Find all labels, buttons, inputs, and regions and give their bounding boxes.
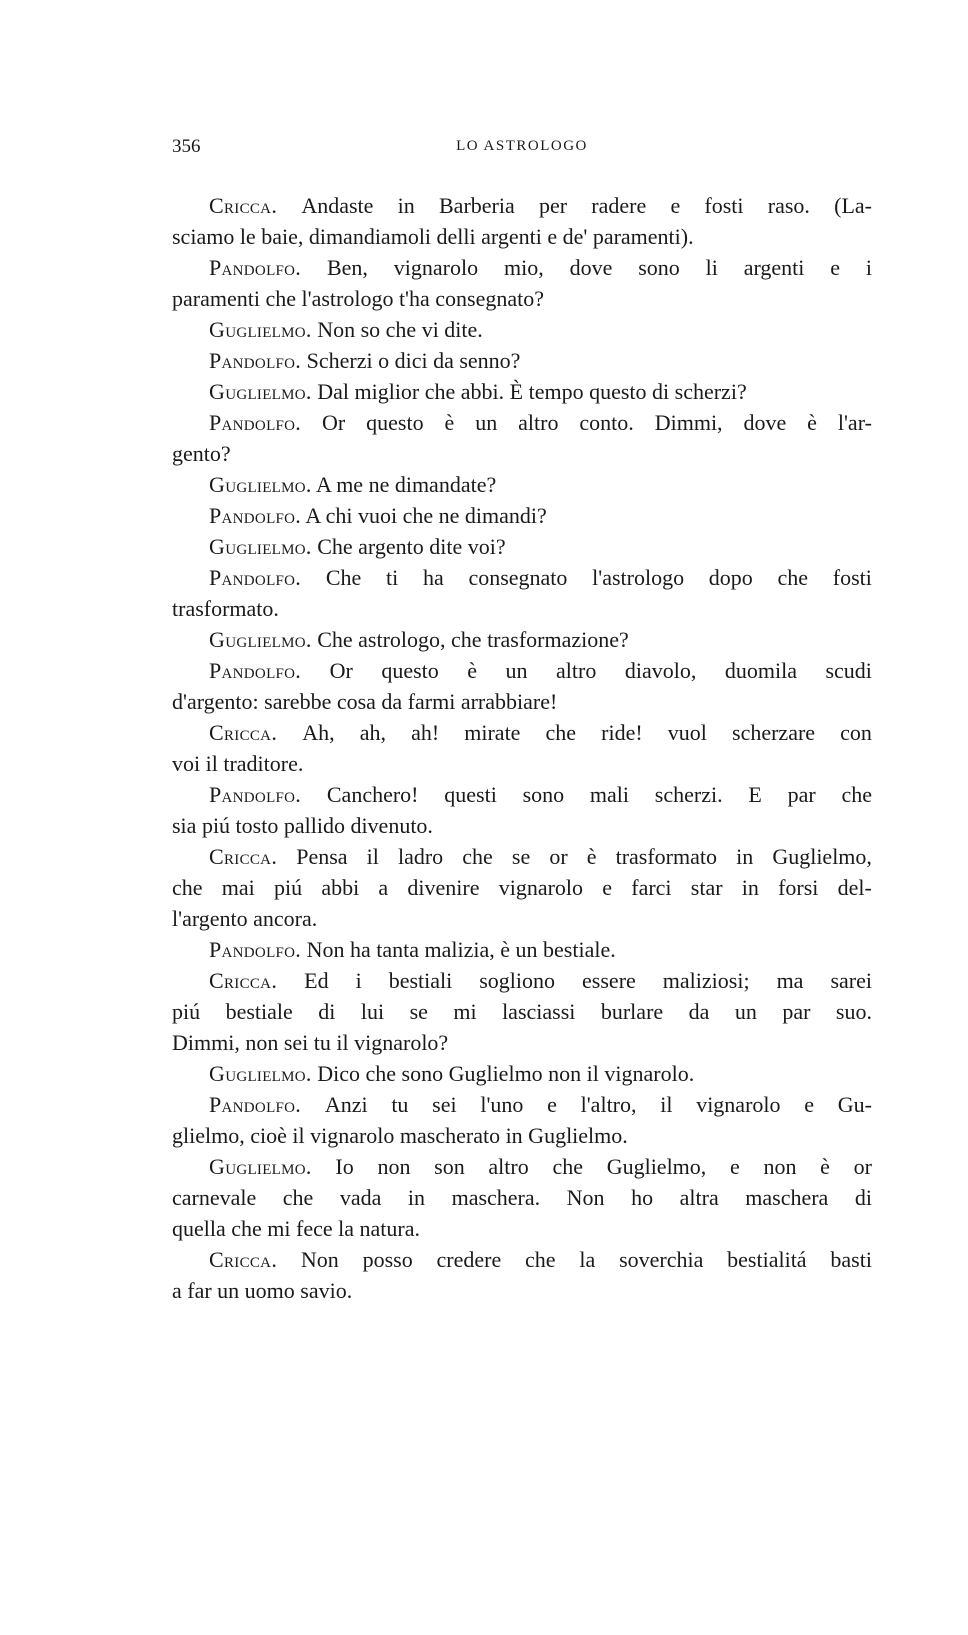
word: essere	[582, 968, 636, 993]
word: posso	[362, 1247, 413, 1272]
word: sogliono	[479, 968, 556, 993]
word: è	[467, 658, 478, 683]
speaker-name: Pandolfo.	[209, 782, 302, 807]
speaker-name: Guglielmo.	[209, 627, 312, 652]
word: divenire	[407, 875, 480, 900]
word: li	[705, 255, 718, 280]
word: star	[690, 875, 723, 900]
word: ah,	[359, 720, 386, 745]
word: credere	[436, 1247, 502, 1272]
text-line	[172, 996, 872, 1027]
page-number: 356	[172, 136, 201, 157]
speaker-name: Pandolfo.	[209, 410, 302, 435]
speaker-name: Guglielmo.	[209, 472, 312, 497]
text-line	[172, 221, 872, 252]
text-line	[172, 903, 872, 934]
word: che	[777, 565, 809, 590]
text-line	[172, 748, 872, 779]
text-line	[172, 562, 872, 593]
word: è	[586, 844, 597, 869]
speaker-name: Cricca.	[209, 193, 278, 218]
dialogue-paragraph	[172, 252, 872, 314]
line-text: Che argento dite voi?	[317, 534, 506, 559]
word: questo	[381, 658, 439, 683]
word: or	[853, 1154, 872, 1179]
word: l'ar-	[837, 410, 872, 435]
word: radere	[591, 193, 647, 218]
word: basti	[830, 1247, 872, 1272]
dialogue-paragraph	[172, 469, 872, 500]
dialogue-paragraph	[172, 562, 872, 624]
word: il	[660, 1092, 673, 1117]
word: un	[734, 999, 757, 1024]
text-line	[172, 283, 872, 314]
line-text: Scherzi o dici da senno?	[306, 348, 521, 373]
word: vuol	[667, 720, 707, 745]
line-text: gento?	[172, 441, 231, 466]
word: Non	[300, 1247, 339, 1272]
word: vada	[339, 1185, 382, 1210]
word: maschera	[745, 1185, 829, 1210]
line-text: glielmo, cioè il vignarolo mascherato in Guglielmo.	[172, 1123, 628, 1148]
speaker-name: Guglielmo.	[209, 1154, 312, 1179]
word: ti	[386, 565, 399, 590]
word: sono	[522, 782, 565, 807]
line-text: paramenti che l'astrologo t'ha consegnato?	[172, 286, 545, 311]
text-line	[172, 1027, 872, 1058]
word: Anzi	[324, 1092, 368, 1117]
dialogue-paragraph	[172, 779, 872, 841]
word: maliziosi;	[662, 968, 750, 993]
text-line	[172, 655, 872, 686]
dialogue-paragraph	[172, 376, 872, 407]
word: e	[830, 255, 841, 280]
word: è	[807, 410, 817, 435]
word: vignarolo	[498, 875, 584, 900]
text-line	[172, 252, 872, 283]
word: Or	[329, 658, 353, 683]
word: Andaste	[301, 193, 374, 218]
dialogue-paragraph	[172, 314, 872, 345]
text-line	[172, 624, 872, 655]
word: farci	[631, 875, 672, 900]
word: tu	[391, 1092, 409, 1117]
word: Guglielmo,	[606, 1154, 707, 1179]
word: bestiale	[225, 999, 293, 1024]
dialogue-paragraph	[172, 531, 872, 562]
line-text: Non so che vi dite.	[317, 317, 483, 342]
word: altro	[518, 410, 559, 435]
speaker-name: Pandolfo.	[209, 1092, 302, 1117]
line-text: l'argento ancora.	[172, 906, 318, 931]
line-text: Dimmi, non sei tu il vignarolo?	[172, 1030, 449, 1055]
speaker-name: Pandolfo.	[209, 503, 302, 528]
word: l'altro,	[580, 1092, 637, 1117]
dialogue-paragraph	[172, 717, 872, 779]
word: e	[804, 1092, 814, 1117]
page-body	[172, 190, 872, 1306]
word: che	[552, 1154, 583, 1179]
speaker-name: Cricca.	[209, 720, 278, 745]
word: se	[409, 999, 428, 1024]
text-line	[172, 376, 872, 407]
line-text: sia piú tosto pallido divenuto.	[172, 813, 433, 838]
text-line	[172, 407, 872, 438]
text-line	[172, 190, 872, 221]
speaker-name: Guglielmo.	[209, 1061, 312, 1086]
word: i	[355, 968, 362, 993]
word: piú	[172, 999, 201, 1024]
speaker-name: Guglielmo.	[209, 379, 312, 404]
word: sarei	[830, 968, 872, 993]
word: Canchero!	[326, 782, 419, 807]
word: Non	[566, 1185, 605, 1210]
word: carnevale	[172, 1185, 257, 1210]
text-line	[172, 531, 872, 562]
text-line	[172, 872, 872, 903]
page-header	[172, 136, 872, 166]
word: maschera.	[451, 1185, 541, 1210]
text-line	[172, 717, 872, 748]
dialogue-paragraph	[172, 1089, 872, 1151]
word: Pensa	[296, 844, 348, 869]
word: Ah,	[302, 720, 335, 745]
word: altro	[488, 1154, 529, 1179]
text-line	[172, 1213, 872, 1244]
text-line	[172, 593, 872, 624]
word: i	[865, 255, 872, 280]
word: e	[602, 875, 613, 900]
word: Guglielmo,	[772, 844, 872, 869]
word: del-	[837, 875, 872, 900]
text-line	[172, 345, 872, 376]
word: Ben,	[326, 255, 368, 280]
word: mai	[221, 875, 255, 900]
word: questo	[366, 410, 424, 435]
speaker-name: Pandolfo.	[209, 348, 302, 373]
word: di	[318, 999, 336, 1024]
word: il	[366, 844, 379, 869]
dialogue-paragraph	[172, 407, 872, 469]
word: e	[670, 193, 681, 218]
word: in	[741, 875, 759, 900]
word: (La-	[834, 193, 872, 218]
word: ho	[631, 1185, 654, 1210]
word: altro	[556, 658, 597, 683]
word: se	[511, 844, 531, 869]
dialogue-paragraph	[172, 934, 872, 965]
word: lasciassi	[502, 999, 576, 1024]
word: sono	[638, 255, 680, 280]
word: è	[820, 1154, 830, 1179]
word: sei	[432, 1092, 457, 1117]
word: E	[748, 782, 762, 807]
speaker-name: Guglielmo.	[209, 534, 312, 559]
word: mali	[589, 782, 630, 807]
word: par	[782, 999, 811, 1024]
word: ma	[776, 968, 804, 993]
text-line	[172, 314, 872, 345]
word: scudi	[825, 658, 872, 683]
word: fosti	[704, 193, 744, 218]
word: un	[475, 410, 498, 435]
word: non	[763, 1154, 797, 1179]
word: scherzare	[732, 720, 816, 745]
word: or	[549, 844, 568, 869]
word: con	[840, 720, 872, 745]
word: e	[730, 1154, 740, 1179]
word: che	[841, 782, 872, 807]
word: duomila	[724, 658, 797, 683]
word: dove	[743, 410, 787, 435]
word: l'astrologo	[592, 565, 685, 590]
text-line	[172, 841, 872, 872]
word: Che	[325, 565, 362, 590]
word: Dimmi,	[654, 410, 723, 435]
word: un	[505, 658, 528, 683]
word: che	[525, 1247, 556, 1272]
word: che	[462, 844, 493, 869]
speaker-name: Guglielmo.	[209, 317, 312, 342]
word: son	[434, 1154, 465, 1179]
word: che	[172, 875, 203, 900]
running-title: LO ASTROLOGO	[456, 138, 588, 154]
dialogue-paragraph	[172, 345, 872, 376]
speaker-name: Cricca.	[209, 1247, 278, 1272]
word: ride!	[601, 720, 643, 745]
word: conto.	[579, 410, 634, 435]
word: e	[547, 1092, 557, 1117]
text-line	[172, 1120, 872, 1151]
word: abbi	[321, 875, 360, 900]
word: dopo	[708, 565, 753, 590]
word: a	[378, 875, 389, 900]
text-line	[172, 934, 872, 965]
text-line	[172, 1058, 872, 1089]
line-text: A me ne dimandate?	[316, 472, 497, 497]
line-text: voi il traditore.	[172, 751, 304, 776]
dialogue-paragraph	[172, 1151, 872, 1244]
speaker-name: Cricca.	[209, 844, 278, 869]
speaker-name: Pandolfo.	[209, 255, 302, 280]
word: da	[688, 999, 710, 1024]
speaker-name: Pandolfo.	[209, 658, 302, 683]
word: vignarolo	[393, 255, 479, 280]
dialogue-paragraph	[172, 1058, 872, 1089]
text-line	[172, 469, 872, 500]
word: par	[787, 782, 816, 807]
word: l'uno	[480, 1092, 524, 1117]
word: mirate	[464, 720, 521, 745]
word: forsi	[778, 875, 819, 900]
dialogue-paragraph	[172, 624, 872, 655]
word: questi	[444, 782, 497, 807]
word: ah!	[411, 720, 440, 745]
line-text: d'argento: sarebbe cosa da farmi arrabbiare!	[172, 689, 558, 714]
word: in	[407, 1185, 426, 1210]
speaker-name: Cricca.	[209, 968, 278, 993]
text-line	[172, 686, 872, 717]
dialogue-paragraph	[172, 190, 872, 252]
word: consegnato	[468, 565, 568, 590]
word: per	[538, 193, 568, 218]
word: Gu-	[837, 1092, 872, 1117]
word: in	[736, 844, 754, 869]
word: suo.	[835, 999, 872, 1024]
word: in	[397, 193, 415, 218]
word: burlare	[600, 999, 664, 1024]
word: dove	[569, 255, 613, 280]
word: mi	[453, 999, 477, 1024]
word: argenti	[743, 255, 805, 280]
word: che	[545, 720, 577, 745]
word: è	[444, 410, 455, 435]
line-text: Dico che sono Guglielmo non il vignarolo.	[317, 1061, 695, 1086]
word: raso.	[767, 193, 810, 218]
text-line	[172, 1151, 872, 1182]
word: la	[579, 1247, 596, 1272]
dialogue-paragraph	[172, 500, 872, 531]
word: non	[377, 1154, 411, 1179]
text-line	[172, 1182, 872, 1213]
text-line	[172, 500, 872, 531]
text-line	[172, 965, 872, 996]
text-line	[172, 1089, 872, 1120]
word: di	[854, 1185, 872, 1210]
dialogue-paragraph	[172, 965, 872, 1058]
word: soverchia	[619, 1247, 704, 1272]
line-text: quella che mi fece la natura.	[172, 1216, 420, 1241]
word: che	[282, 1185, 314, 1210]
line-text: Che astrologo, che trasformazione?	[317, 627, 629, 652]
speaker-name: Pandolfo.	[209, 937, 302, 962]
word: altra	[679, 1185, 719, 1210]
dialogue-paragraph	[172, 841, 872, 934]
line-text: Non ha tanta malizia, è un bestiale.	[306, 937, 616, 962]
word: mio,	[503, 255, 544, 280]
word: fosti	[832, 565, 872, 590]
word: diavolo,	[624, 658, 697, 683]
text-line	[172, 1244, 872, 1275]
text-line	[172, 1275, 872, 1306]
line-text: trasformato.	[172, 596, 279, 621]
word: ladro	[397, 844, 444, 869]
dialogue-paragraph	[172, 1244, 872, 1306]
word: piú	[273, 875, 303, 900]
word: vignarolo	[696, 1092, 781, 1117]
word: Io	[335, 1154, 354, 1179]
word: Ed	[304, 968, 329, 993]
dialogue-paragraph	[172, 655, 872, 717]
text-line	[172, 438, 872, 469]
word: bestialitá	[727, 1247, 807, 1272]
text-line	[172, 779, 872, 810]
word: scherzi.	[654, 782, 723, 807]
word: Barberia	[439, 193, 515, 218]
word: trasformato	[615, 844, 717, 869]
line-text: A chi vuoi che ne dimandi?	[305, 503, 547, 528]
text-line	[172, 810, 872, 841]
word: Or	[322, 410, 346, 435]
word: ha	[422, 565, 444, 590]
speaker-name: Pandolfo.	[209, 565, 302, 590]
line-text: sciamo le baie, dimandiamoli delli argenti e de' paramenti).	[172, 224, 694, 249]
word: bestiali	[388, 968, 453, 993]
word: lui	[360, 999, 385, 1024]
line-text: a far un uomo savio.	[172, 1278, 353, 1303]
line-text: Dal miglior che abbi. È tempo questo di scherzi?	[317, 379, 747, 404]
